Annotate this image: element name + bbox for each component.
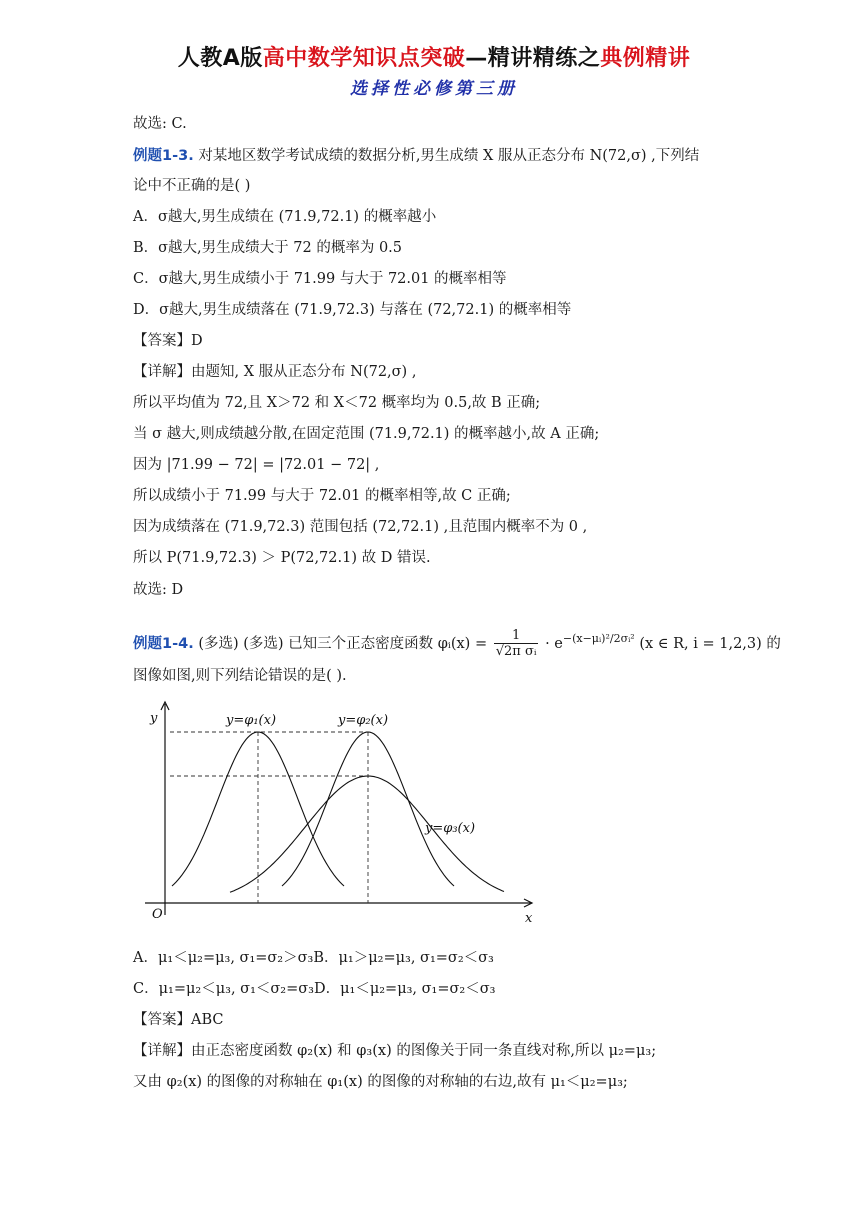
origin-label: O: [152, 907, 163, 922]
explanation-line-1: 【详解】由题知, X 服从正态分布 N(72,σ) ,: [133, 364, 417, 380]
page-header: [0, 44, 868, 102]
explanation-line-6: 因为成绩落在 (71.9,72.3) 范围包括 (72,72.1) ,且范围内概率不为 0 ,: [133, 519, 588, 535]
page-title: [0, 44, 868, 74]
curve1-label: y=φ₁(x): [226, 713, 277, 728]
title-part-4: 典例精讲: [600, 46, 691, 71]
question-label: 例题1-4.: [133, 635, 194, 652]
options-ab: A．μ₁＜μ₂=μ₃, σ₁=σ₂＞σ₃B．μ₁＞μ₂=μ₃, σ₁=σ₂＜σ₃: [133, 950, 494, 966]
option-a: A．σ越大,男生成绩在 (71.9,72.1) 的概率越小: [133, 209, 437, 225]
explanation-line-4: 因为 |71.99 − 72| = |72.01 − 72| ,: [133, 457, 380, 473]
title-part-1: 人教A版: [177, 46, 263, 71]
explanation-line-3: 当 σ 越大,则成绩越分散,在固定范围 (71.9,72.1) 的概率越小,故 A 正确;: [133, 426, 600, 442]
option-d: D．σ越大,男生成绩落在 (71.9,72.3) 与落在 (72,72.1) 的概率相等: [133, 302, 572, 318]
fraction-denominator: √2π σᵢ: [495, 644, 537, 660]
option-c: C．σ越大,男生成绩小于 71.99 与大于 72.01 的概率相等: [133, 271, 507, 287]
title-part-2: 高中数学知识点突破: [262, 46, 466, 71]
question-1-3-line-1: [133, 146, 699, 166]
curve2-label: y=φ₂(x): [338, 713, 389, 728]
exp-base: · e: [545, 635, 563, 652]
curve3-label: y=φ₃(x): [425, 821, 476, 836]
page-subtitle: 选择性必修第三册: [350, 79, 518, 99]
explanation-2-line-1: 【详解】由正态密度函数 φ₂(x) 和 φ₃(x) 的图像关于同一条直线对称,所以 μ₂=μ₃;: [133, 1043, 657, 1059]
answer-line-2: 【答案】ABC: [133, 1012, 224, 1028]
prev-answer-line: 故选: C.: [133, 116, 187, 132]
explanation-line-7: 所以 P(71.9,72.3) ＞ P(72,72.1) 故 D 错误.: [133, 550, 431, 566]
fraction-numerator: 1: [494, 628, 539, 644]
question-label: 例题1-3.: [133, 148, 194, 164]
option-b: B．σ越大,男生成绩大于 72 的概率为 0.5: [133, 240, 402, 256]
density-fraction: [494, 628, 539, 659]
question-text: 对某地区数学考试成绩的数据分析,男生成绩 X 服从正态分布 N(72,σ) ,下列结: [198, 148, 700, 164]
y-axis-label: y: [150, 711, 158, 726]
explanation-2-line-2: 又由 φ₂(x) 的图像的对称轴在 φ₁(x) 的图像的对称轴的右边,故有 μ₁＜μ₂=μ₃;: [133, 1074, 628, 1090]
choose-d-line: 故选: D: [133, 582, 184, 598]
question-1-4-line-2: 图像如图,则下列结论错误的是( ).: [133, 668, 347, 684]
question-1-4-line-1: [133, 622, 781, 661]
x-axis-label: x: [525, 911, 533, 926]
question-1-3-line-2: 论中不正确的是( ): [133, 178, 251, 194]
options-cd: C．μ₁=μ₂＜μ₃, σ₁＜σ₂=σ₃D．μ₁＜μ₂=μ₃, σ₁=σ₂＜σ₃: [133, 981, 496, 997]
exp-exponent: −(x−μᵢ)²/2σᵢ²: [562, 632, 635, 645]
title-part-3: —精讲精练之: [465, 46, 601, 71]
explanation-line-5: 所以成绩小于 71.99 与大于 72.01 的概率相等,故 C 正确;: [133, 488, 511, 504]
answer-line: 【答案】D: [133, 333, 203, 349]
question-text: (多选) (多选) 已知三个正态密度函数 φᵢ(x) =: [198, 635, 488, 652]
normal-curves-figure: [140, 700, 550, 930]
explanation-line-2: 所以平均值为 72,且 X＞72 和 X＜72 概率均为 0.5,故 B 正确;: [133, 395, 541, 411]
question-text-tail: (x ∈ R, i = 1,2,3) 的: [639, 635, 781, 652]
